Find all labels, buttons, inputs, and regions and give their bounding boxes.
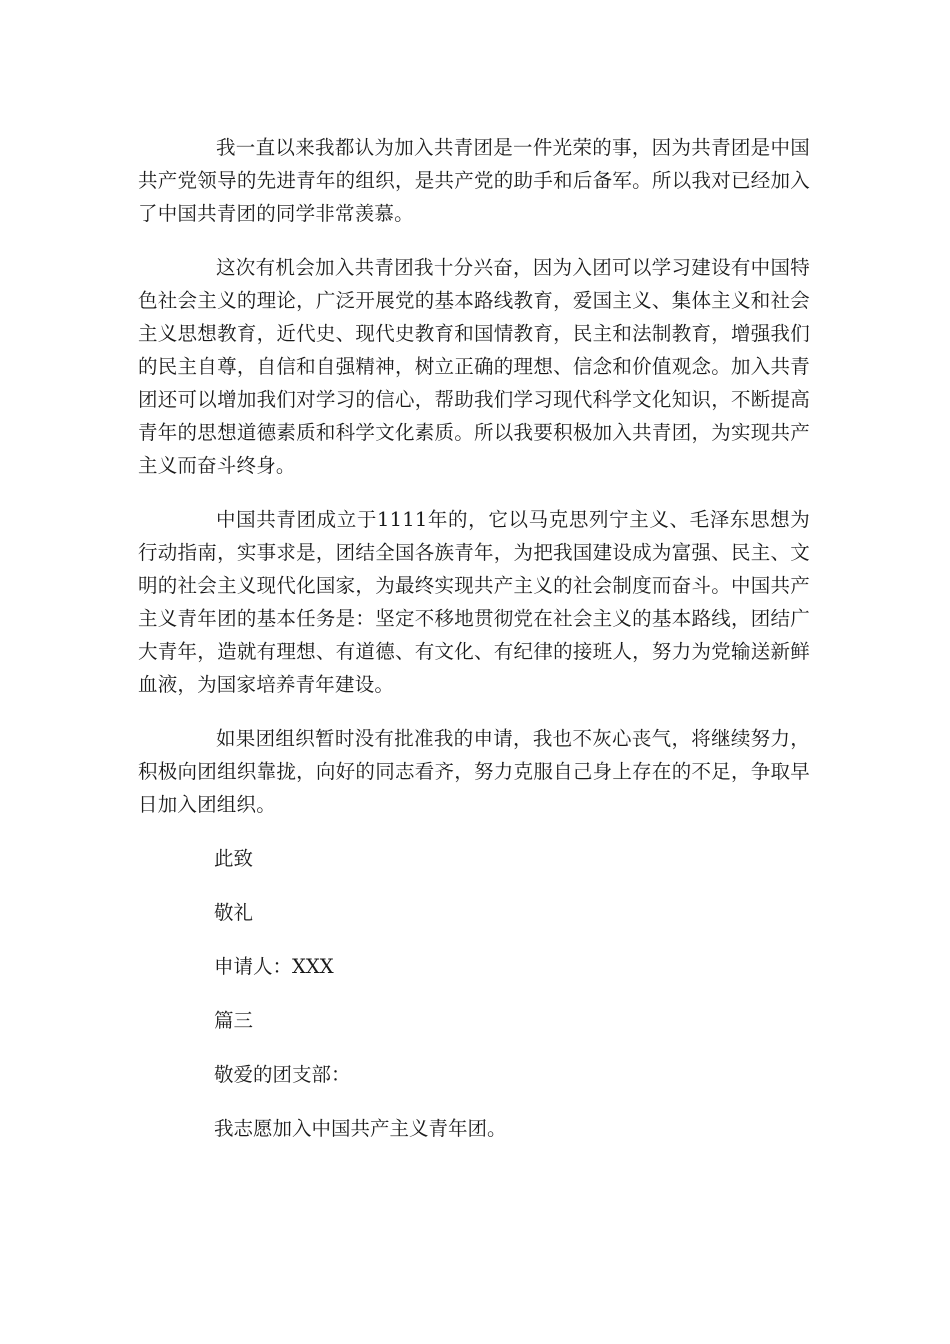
letter-greeting: 敬爱的团支部：: [214, 1063, 351, 1086]
body-paragraph: 这次有机会加入共青团我十分兴奋，因为入团可以学习建设有中国特色社会主义的理论，广泛开展党的基本路线教育，爱国主义、集体主义和社会主义思想教育，近代史、现代史教育和国情教育，民主和法制教育，增强我们的民主自尊，自信和自强精神，树立正确的理想、信念和价值观念。加入共青团还可以增加我们对学习的信心，帮助我们学习现代科学文化知识，不断提高青年的思想道德素质和科学文化素质。所以我要积极加入共青团，为实现共产主义而奋斗终身。: [138, 256, 810, 477]
letter-opening: 我志愿加入中国共产主义青年团。: [214, 1117, 507, 1140]
body-paragraph: 我一直以来我都认为加入共青团是一件光荣的事，因为共青团是中国共产党领导的先进青年的组织，是共产党的助手和后备军。所以我对已经加入了中国共青团的同学非常羡慕。: [138, 136, 810, 225]
salutation: 此致: [214, 847, 254, 870]
body-paragraph: 中国共青团成立于1111年的，它以马克思列宁主义、毛泽东思想为行动指南，实事求是，团结全国各族青年，为把我国建设成为富强、民主、文明的社会主义现代化国家，为最终实现共产主义的社会制度而奋斗。中国共产主义青年团的基本任务是：坚定不移地贯彻党在社会主义的基本路线，团结广大青年，造就有理想、有道德、有文化、有纪律的接班人，努力为党输送新鲜血液，为国家培养青年建设。: [138, 508, 810, 696]
letter-closing: [138, 842, 810, 1145]
body-paragraph: 如果团组织暂时没有批准我的申请，我也不灰心丧气，将继续努力，积极向团组织靠拢，向好的同志看齐，努力克服自己身上存在的不足，争取早日加入团组织。: [138, 727, 810, 816]
section-heading: 篇三: [214, 1009, 254, 1032]
applicant-signature: 申请人：XXX: [214, 955, 334, 978]
regards: 敬礼: [214, 901, 254, 924]
document-page: [138, 131, 810, 1145]
